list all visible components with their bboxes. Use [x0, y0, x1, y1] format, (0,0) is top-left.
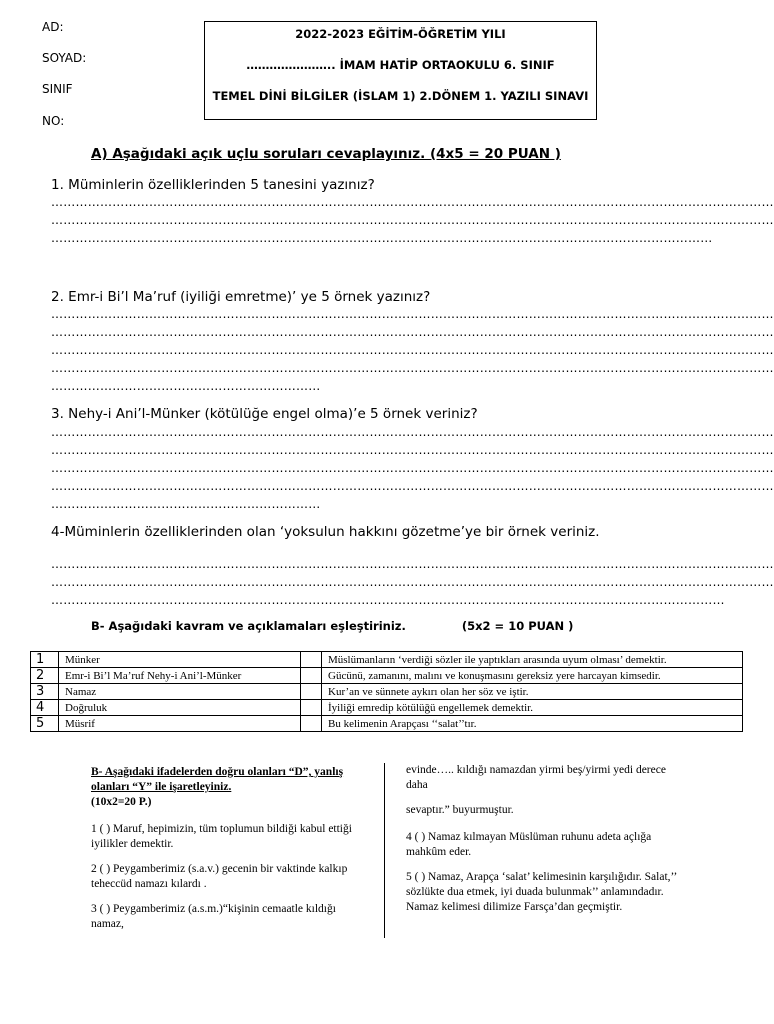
question-2: 2. Emr-i Bi’l Ma’ruf (iyiliği emretme)’ ye 5 örnek yazınız?: [51, 289, 431, 305]
column-divider: [384, 763, 385, 938]
answer-line[interactable]: ……………………………………………………………………………………………………………………………………………………………: [51, 425, 774, 439]
tf-item-1: 1 ( ) Maruf, hepimizin, tüm toplumun bildiği kabul ettiği iyilikler demektir.: [91, 823, 352, 850]
field-ad-label: AD:: [42, 20, 64, 34]
answer-cell[interactable]: [301, 716, 322, 732]
header-exam-title: TEMEL DİNİ BİLGİLER (İSLAM 1) 2.DÖNEM 1. YAZILI SINAVI: [212, 89, 589, 103]
tf-left-column: [91, 765, 369, 932]
term-cell: Müsrif: [59, 716, 301, 732]
section-b-match-points: (5x2 = 10 PUAN ): [461, 619, 574, 633]
answer-line[interactable]: ……………………………………………………………………………………………………………………………………………………………: [51, 479, 774, 493]
section-b-match-title: [91, 619, 573, 633]
section-a-title: A) Aşağıdaki açık uçlu soruları cevaplayınız. (4x5 = 20 PUAN ): [91, 146, 561, 162]
term-cell: Emr-i Bi’l Ma’ruf Nehy-i Ani’l-Münker: [59, 668, 301, 684]
section-b-match-instruction: B- Aşağıdaki kavram ve açıklamaları eşleştiriniz.: [91, 619, 406, 633]
answer-line[interactable]: …………………………………………………………: [51, 379, 321, 393]
tf-title-line1: B- Aşağıdaki ifadelerden doğru olanları “D”, yanlış: [91, 766, 344, 778]
tf-item-2: 2 ( ) Peygamberimiz (s.a.v.) gecenin bir vaktinde kalkıp teheccüd namazı kılardı .: [91, 863, 348, 890]
table-row: [31, 652, 743, 668]
answer-line[interactable]: …………………………………………………………: [51, 497, 321, 511]
row-number: 5: [31, 716, 59, 732]
table-row: [31, 700, 743, 716]
answer-cell[interactable]: [301, 684, 322, 700]
term-cell: Doğruluk: [59, 700, 301, 716]
table-row: [31, 668, 743, 684]
tf-item-5: 5 ( ) Namaz, Arapça ‘salat’ kelimesinin karşılığıdır. Salat,’’ sözlükte dua etmek, iyi duada bulunmak’’ anlamındadır. Namaz kelimesi dilimize Farsça’dan geçmiştir.: [406, 871, 677, 913]
answer-line[interactable]: ……………………………………………………………………………………………………………………………………………………………: [51, 361, 774, 375]
row-number: 1: [31, 652, 59, 668]
description-cell: İyiliği emredip kötülüğü engellemek demektir.: [322, 700, 743, 716]
tf-item-4: 4 ( ) Namaz kılmayan Müslüman ruhunu adeta açlığa mahkûm eder.: [406, 831, 652, 858]
row-number: 3: [31, 684, 59, 700]
header-school: ………………….. İMAM HATİP ORTAOKULU 6. SINIF: [246, 58, 555, 72]
row-number: 2: [31, 668, 59, 684]
answer-line[interactable]: ……………………………………………………………………………………………………………………………………………………………: [51, 213, 774, 227]
tf-right-column: [406, 763, 678, 915]
tf-item-3: 3 ( ) Peygamberimiz (a.s.m.)“kişinin cemaatle kıldığı namaz,: [91, 903, 336, 930]
answer-line[interactable]: ……………………………………………………………………………………………………………………………………………………………: [51, 307, 774, 321]
answer-line[interactable]: ……………………………………………………………………………………………………………………………………………………………: [51, 557, 774, 571]
field-sinif-label: SINIF: [42, 82, 73, 96]
matching-table: [30, 651, 743, 732]
answer-line[interactable]: ……………………………………………………………………………………………………………………………………………………………: [51, 575, 774, 589]
table-row: [31, 716, 743, 732]
answer-line[interactable]: ……………………………………………………………………………………………………………………………………………………………: [51, 325, 774, 339]
answer-line[interactable]: ……………………………………………………………………………………………………………………………………………………………: [51, 195, 774, 209]
row-number: 4: [31, 700, 59, 716]
field-no-label: NO:: [42, 114, 65, 128]
answer-line[interactable]: …………………………………………………………………………………………………………………………………………………: [51, 593, 725, 607]
answer-cell[interactable]: [301, 668, 322, 684]
question-3: 3. Nehy-i Ani’l-Münker (kötülüğe engel olma)’e 5 örnek veriniz?: [51, 406, 478, 422]
answer-cell[interactable]: [301, 700, 322, 716]
answer-cell[interactable]: [301, 652, 322, 668]
tf-item-3-continued: evinde….. kıldığı namazdan yirmi beş/yirmi yedi derece daha: [406, 764, 666, 791]
answer-line[interactable]: ………………………………………………………………………………………………………………………………………………: [51, 231, 713, 245]
term-cell: Namaz: [59, 684, 301, 700]
description-cell: Kur’an ve sünnete aykırı olan her söz ve iştir.: [322, 684, 743, 700]
header-year: 2022-2023 EĞİTİM-ÖĞRETİM YILI: [295, 27, 506, 41]
description-cell: Müslümanların ‘verdiği sözler ile yaptıkları arasında uyum olması’ demektir.: [322, 652, 743, 668]
description-cell: Bu kelimenin Arapçası ‘‘salat’’tır.: [322, 716, 743, 732]
table-row: [31, 684, 743, 700]
answer-line[interactable]: ……………………………………………………………………………………………………………………………………………………………: [51, 461, 774, 475]
question-1: 1. Müminlerin özelliklerinden 5 tanesini yazınız?: [51, 177, 375, 193]
term-cell: Münker: [59, 652, 301, 668]
exam-header-box: [204, 21, 597, 120]
tf-item-3-end: sevaptır.” buyurmuştur.: [406, 804, 514, 816]
question-4: 4-Müminlerin özelliklerinden olan ‘yoksulun hakkını gözetme’ye bir örnek veriniz.: [51, 524, 600, 540]
description-cell: Gücünü, zamanını, malını ve konuşmasını gereksiz yere harcayan kimsedir.: [322, 668, 743, 684]
answer-line[interactable]: ……………………………………………………………………………………………………………………………………………………………: [51, 343, 774, 357]
field-soyad-label: SOYAD:: [42, 51, 87, 65]
tf-points: (10x2=20 P.): [91, 796, 152, 808]
tf-title-line2: olanları “Y” ile işaretleyiniz.: [91, 781, 232, 793]
answer-line[interactable]: ……………………………………………………………………………………………………………………………………………………………: [51, 443, 774, 457]
